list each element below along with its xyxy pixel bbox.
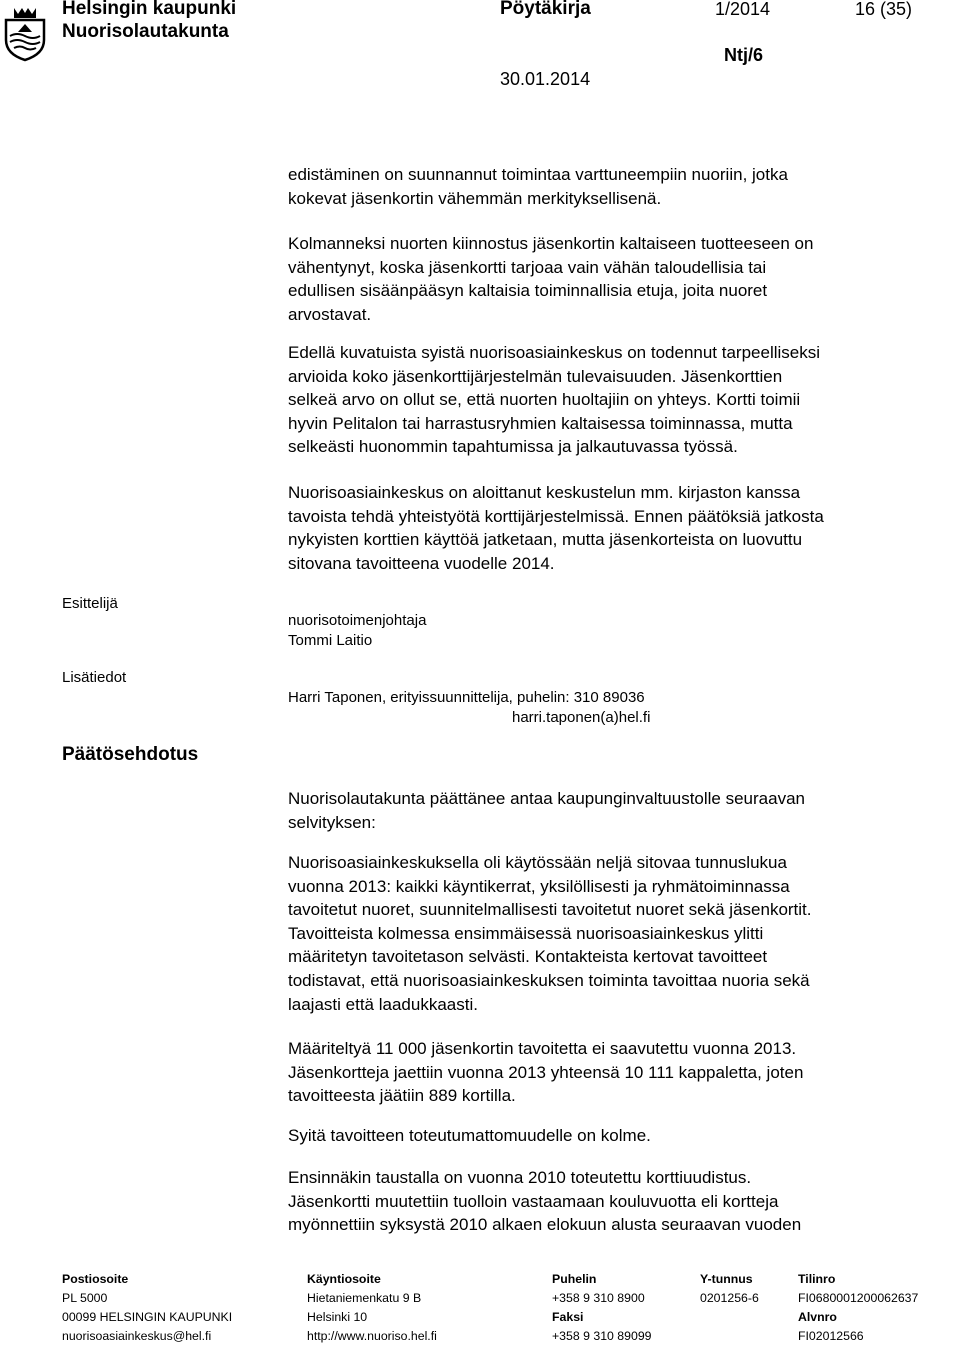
proposal-paragraph: Määriteltyä 11 000 jäsenkortin tavoitetta ei saavutettu vuonna 2013. Jäsenkortteja jaettiin vuonna 2013 yhteensä 10 111 kappaletta, joten tavoitteesta jäätiin 889 kortilla. [288,1039,804,1106]
proposal-paragraph: Nuorisoasiainkeskuksella oli käytössään neljä sitovaa tunnuslukua vuonna 2013: kaikki käyntikerrat, yksilöllisesti ja ryhmätoiminnassa tavoitetut nuoret, suunnitelmallisesti tavoitetut nuoret sekä jäsenkortit. Tavoitteista kolmessa ensimmäisessä nuorisoasiainkeskus ylitti määritetyn tavoitetason selvästi. Kontakteista kertovat tavoitteet todistavat, että nuorisoasiainkeskuksen toiminta tavoittaa nuoria sekä laajasti että laadukkaasti. [288,853,812,1014]
contact-email: harri.taponen(a)hel.fi [512,709,651,726]
additional-info-label: Lisätiedot [62,669,127,686]
proposal-paragraph: Nuorisolautakunta päättänee antaa kaupunginvaltuustolle seuraavan selvityksen: [288,789,805,832]
proposal-paragraph: Syitä tavoitteen toteutumattomuudelle on kolme. [288,1126,651,1145]
presenter-label: Esittelijä [62,595,118,612]
footer-phone: Puhelin +358 9 310 8900 Faksi +358 9 310 89099 [552,1272,652,1343]
doc-number: 1/2014 [715,0,771,19]
body-paragraph: Kolmanneksi nuorten kiinnostus jäsenkortin kaltaiseen tuotteeseen on vähentynyt, koska jäsenkortti tarjoaa vain vähän taloudellisia tai edullisen sisäänpääsyn kaltaisia toiminnallisia etuja, joita nuoret arvostavat. [288,234,814,324]
proposal-paragraph: Ensinnäkin taustalla on vuonna 2010 toteutettu korttiuudistus. Jäsenkortti muutettiin tuolloin vastaamaan kouluvuotta eli kortteja myönnettiin syksystä 2010 alkaen elokuun alusta seuraavan vuoden [288,1168,802,1235]
body-paragraph: Edellä kuvatuista syistä nuorisoasiainkeskus on todennut tarpeelliseksi arvioida koko jäsenkorttijärjestelmän tulevaisuuden. Jäsenkorttien selkeä arvo on ollut se, että nuorten huoltajiin on yhteys. Kortti toimii hyvin Pelitalon tai harrastusryhmien kaltaisessa toiminnassa, mutta selkeästi huonommin tapahtumissa ja jalkautuvassa työssä. [288,343,821,457]
section-code: Ntj/6 [724,45,764,65]
body-paragraph: edistäminen on suunnannut toimintaa varttuneempiin nuoriin, jotka kokevat jäsenkortin vähemmän merkityksellisenä. [288,165,788,208]
presenter-name: Tommi Laitio [288,632,373,649]
footer-account: Tilinro FI0680001200062637 Alvnro FI02012566 [798,1272,919,1343]
presenter-title: nuorisotoimenjohtaja [288,612,427,629]
org-name: Helsingin kaupunki [62,0,237,19]
body-paragraph: Nuorisoasiainkeskus on aloittanut keskustelun mm. kirjaston kanssa tavoista tehdä yhteistyötä korttijärjestelmissä. Ennen päätöksiä jatkosta nykyisten korttien käyttöä jatketaan, mutta jäsenkorteista on luovuttu sitovana tavoitteena vuodelle 2014. [288,483,824,573]
meeting-date: 30.01.2014 [500,69,591,89]
proposal-heading: Päätösehdotus [62,744,199,765]
helsinki-coat-of-arms-logo [0,2,50,62]
page-number: 16 (35) [855,0,913,19]
footer-business-id: Y-tunnus 0201256-6 [700,1272,759,1305]
footer-postal-address: Postiosoite PL 5000 00099 HELSINGIN KAUPUNKI nuorisoasiainkeskus@hel.fi [62,1272,233,1343]
doc-type: Pöytäkirja [500,0,591,19]
footer-visit-address: Käyntiosoite Hietaniemenkatu 9 B Helsinki 10 http://www.nuoriso.hel.fi [307,1272,437,1343]
contact-person: Harri Taponen, erityissuunnittelija, puhelin: 310 89036 [288,689,645,706]
board-name: Nuorisolautakunta [62,21,229,42]
